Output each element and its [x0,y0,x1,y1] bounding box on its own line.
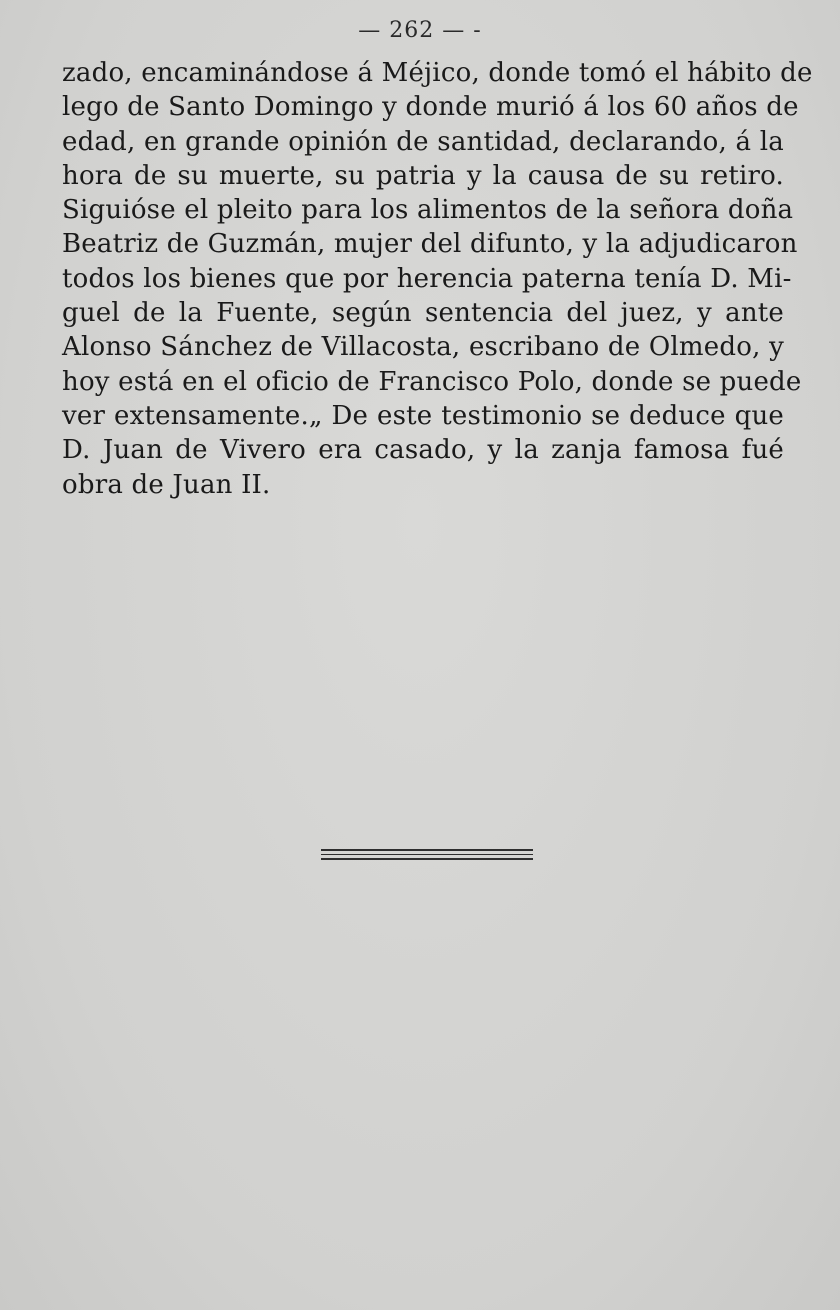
text-line-last: obra de Juan II. [62,469,271,500]
text-line: edad, en grande opinión de santidad, declarando, á la [62,126,784,157]
text-line: hora de su muerte, su patria y la causa de su retiro. [62,160,784,191]
text-line: Alonso Sánchez de Villacosta, escribano de Olmedo, y [62,332,784,363]
text-line: ver extensamente.„ De este testimonio se deduce que [62,400,784,431]
text-line: Beatriz de Guzmán, mujer del difunto, y la adjudicaron [62,229,798,260]
text-line: todos los bienes que por herencia paterna tenía D. Mi- [62,263,792,294]
divider-line [321,849,533,851]
text-line: lego de Santo Domingo y donde murió á los 60 años de [62,92,799,123]
text-line: D. Juan de Vivero era casado, y la zanja famosa fué [62,435,784,466]
text-line: guel de la Fuente, según sentencia del juez, y ante [62,298,784,329]
divider-line [321,854,533,855]
text-line: hoy está en el oficio de Francisco Polo, donde se puede [62,366,802,397]
body-paragraph [62,56,813,502]
text-line: Siguióse el pleito para los alimentos de la señora doña [62,195,794,226]
text-line: zado, encaminándose á Méjico, donde tomó el hábito de [62,58,813,88]
section-divider-rule [321,849,533,863]
divider-line [321,858,533,860]
page-number: — 262 — - [358,18,482,43]
